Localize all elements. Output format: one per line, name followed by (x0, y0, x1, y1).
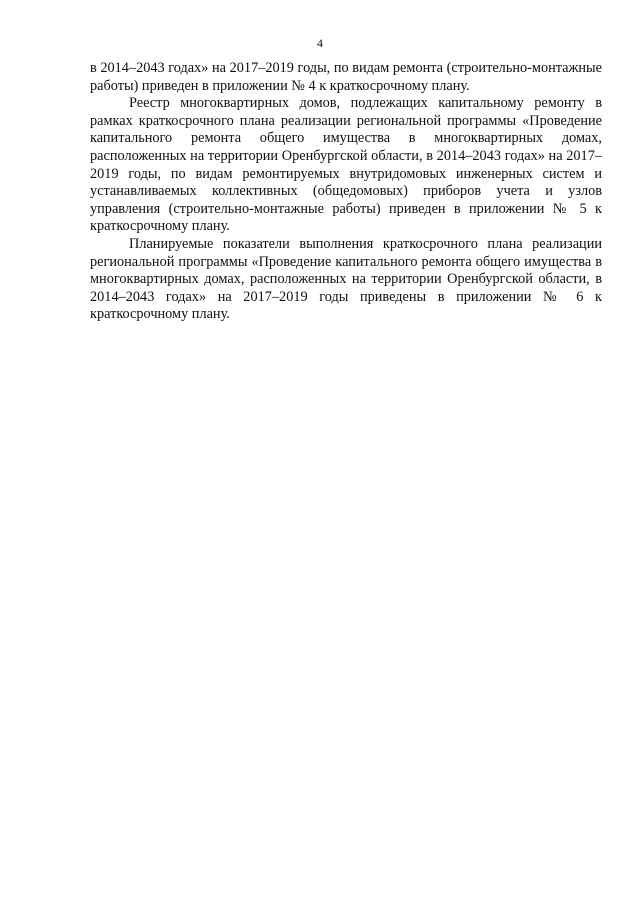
paragraph-continuation: в 2014–2043 годах» на 2017–2019 годы, по видам ремонта (строительно-монтажные работы) приведен в приложении № 4 к краткосрочному плану. (90, 60, 602, 94)
document-body (90, 60, 602, 324)
page-number: 4 (317, 36, 323, 50)
paragraph-indicators-appendix-6: Планируемые показатели выполнения краткосрочного плана реализации региональной программы «Проведение капитального ремонта общего имущества в многоквартирных домах, расположенных на территории Оренбургской области, в 2014–2043 годах» на 2017–2019 годы приведены в приложении № 6 к краткосрочному плану. (90, 235, 602, 323)
paragraph-registry-appendix-5: Реестр многоквартирных домов, подлежащих капитальному ремонту в рамках краткосрочного плана реализации региональной программы «Проведение капитального ремонта общего имущества в многоквартирных домах, расположенных на территории Оренбургской области, в 2014–2043 годах» на 2017–2019 годы, по видам ремонтируемых внутридомовых инженерных систем и устанавливаемых коллективных (общедомовых) приборов учета и узлов управления (строительно-монтажные работы) приведен в приложении № 5 к краткосрочному плану. (90, 95, 602, 235)
